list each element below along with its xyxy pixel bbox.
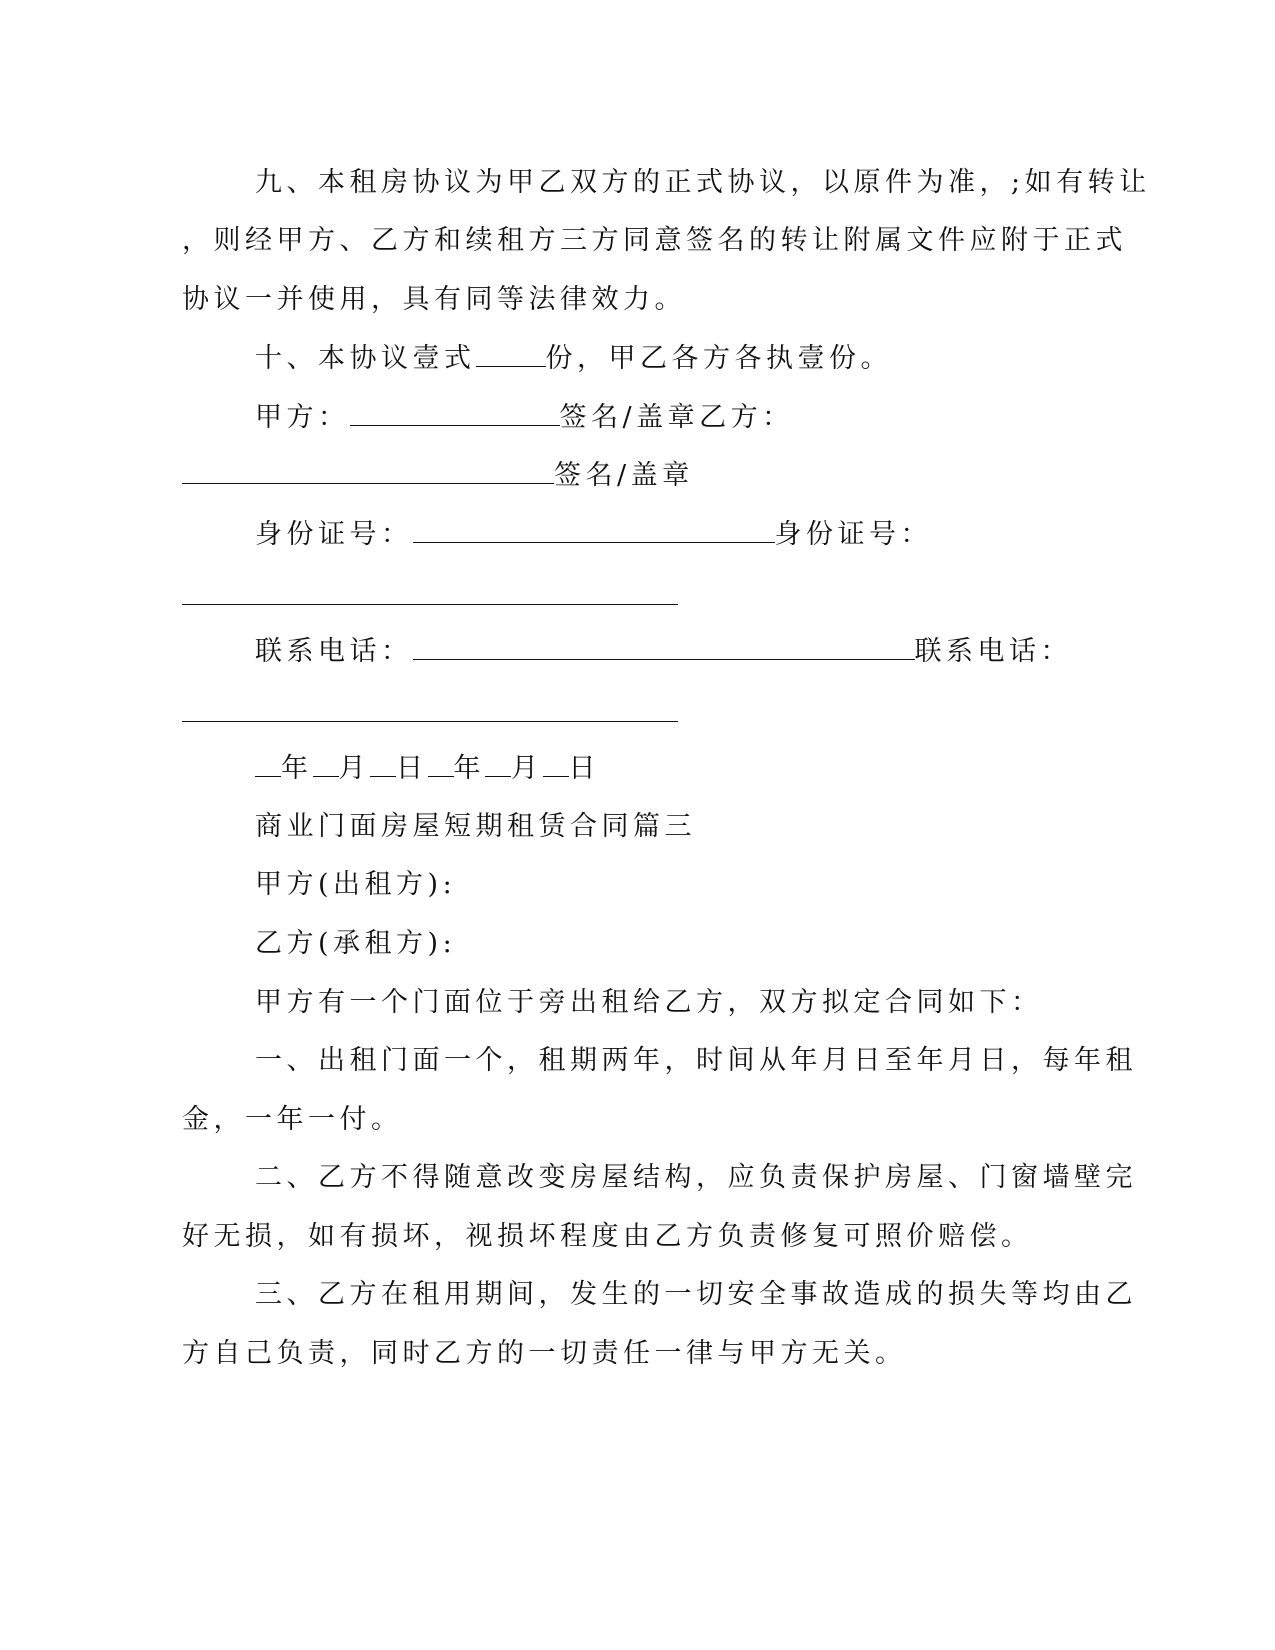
date-line bbox=[255, 750, 600, 787]
section-3-title: 商业门面房屋短期租赁合同篇三 bbox=[255, 811, 696, 842]
item-2-line-2: 好无损，如有损坏，视损坏程度由乙方负责修复可照价赔偿。 bbox=[182, 1221, 1033, 1252]
year-label-2: 年 bbox=[453, 753, 485, 784]
clause-10-after: 份，甲乙各方各执壹份。 bbox=[545, 343, 892, 374]
month-label: 月 bbox=[338, 753, 370, 784]
day-blank bbox=[370, 750, 396, 777]
signature-seal-party-b-label: 签名/盖章乙方： bbox=[559, 402, 794, 433]
phone-blank-b bbox=[182, 721, 678, 722]
party-b-signature-line bbox=[182, 457, 694, 494]
party-a-signature-line bbox=[255, 399, 794, 436]
phone-label-b: 联系电话： bbox=[914, 636, 1072, 667]
clause-10-before: 十、本协议壹式 bbox=[255, 343, 476, 374]
intro-paragraph: 甲方有一个门面位于旁出租给乙方，双方拟定合同如下： bbox=[255, 987, 1043, 1018]
item-3-line-2: 方自己负责，同时乙方的一切责任一律与甲方无关。 bbox=[182, 1338, 907, 1369]
day-blank-2 bbox=[543, 750, 569, 777]
id-number-label-b: 身份证号： bbox=[774, 519, 932, 550]
id-number-label-a: 身份证号： bbox=[255, 519, 413, 550]
item-1-line-1: 一、出租门面一个，租期两年，时间从年月日至年月日，每年租 bbox=[255, 1045, 1137, 1076]
party-b-blank bbox=[182, 457, 554, 484]
month-blank-2 bbox=[485, 750, 511, 777]
month-blank bbox=[313, 750, 339, 777]
item-1-line-2: 金，一年一付。 bbox=[182, 1104, 403, 1135]
day-label: 日 bbox=[396, 753, 428, 784]
clause-9-line-3: 协议一并使用，具有同等法律效力。 bbox=[182, 284, 686, 315]
phone-line bbox=[255, 633, 1072, 670]
day-label-2: 日 bbox=[568, 753, 600, 784]
copies-blank bbox=[476, 340, 546, 367]
phone-blank-a bbox=[413, 633, 915, 660]
id-number-line bbox=[255, 516, 932, 553]
month-label-2: 月 bbox=[511, 753, 543, 784]
clause-9-line-2: ，则经甲方、乙方和续租方三方同意签名的转让附属文件应附于正式 bbox=[182, 225, 1127, 256]
lessor-label: 甲方(出租方): bbox=[255, 869, 457, 900]
id-number-blank-a bbox=[413, 516, 775, 543]
party-a-blank bbox=[350, 399, 560, 426]
lessee-label: 乙方(承租方): bbox=[255, 928, 457, 959]
party-a-label: 甲方： bbox=[255, 402, 350, 433]
signature-seal-label: 签名/盖章 bbox=[554, 460, 694, 491]
phone-label-a: 联系电话： bbox=[255, 636, 413, 667]
clause-9-line-1: 九、本租房协议为甲乙双方的正式协议，以原件为准，;如有转让 bbox=[255, 167, 1151, 198]
item-2-line-1: 二、乙方不得随意改变房屋结构，应负责保护房屋、门窗墙壁完 bbox=[255, 1162, 1137, 1193]
item-3-line-1: 三、乙方在租用期间，发生的一切安全事故造成的损失等均由乙 bbox=[255, 1279, 1137, 1310]
clause-10 bbox=[255, 340, 892, 377]
id-number-blank-b bbox=[182, 604, 678, 605]
year-label: 年 bbox=[281, 753, 313, 784]
year-blank bbox=[255, 750, 281, 777]
year-blank-2 bbox=[428, 750, 454, 777]
